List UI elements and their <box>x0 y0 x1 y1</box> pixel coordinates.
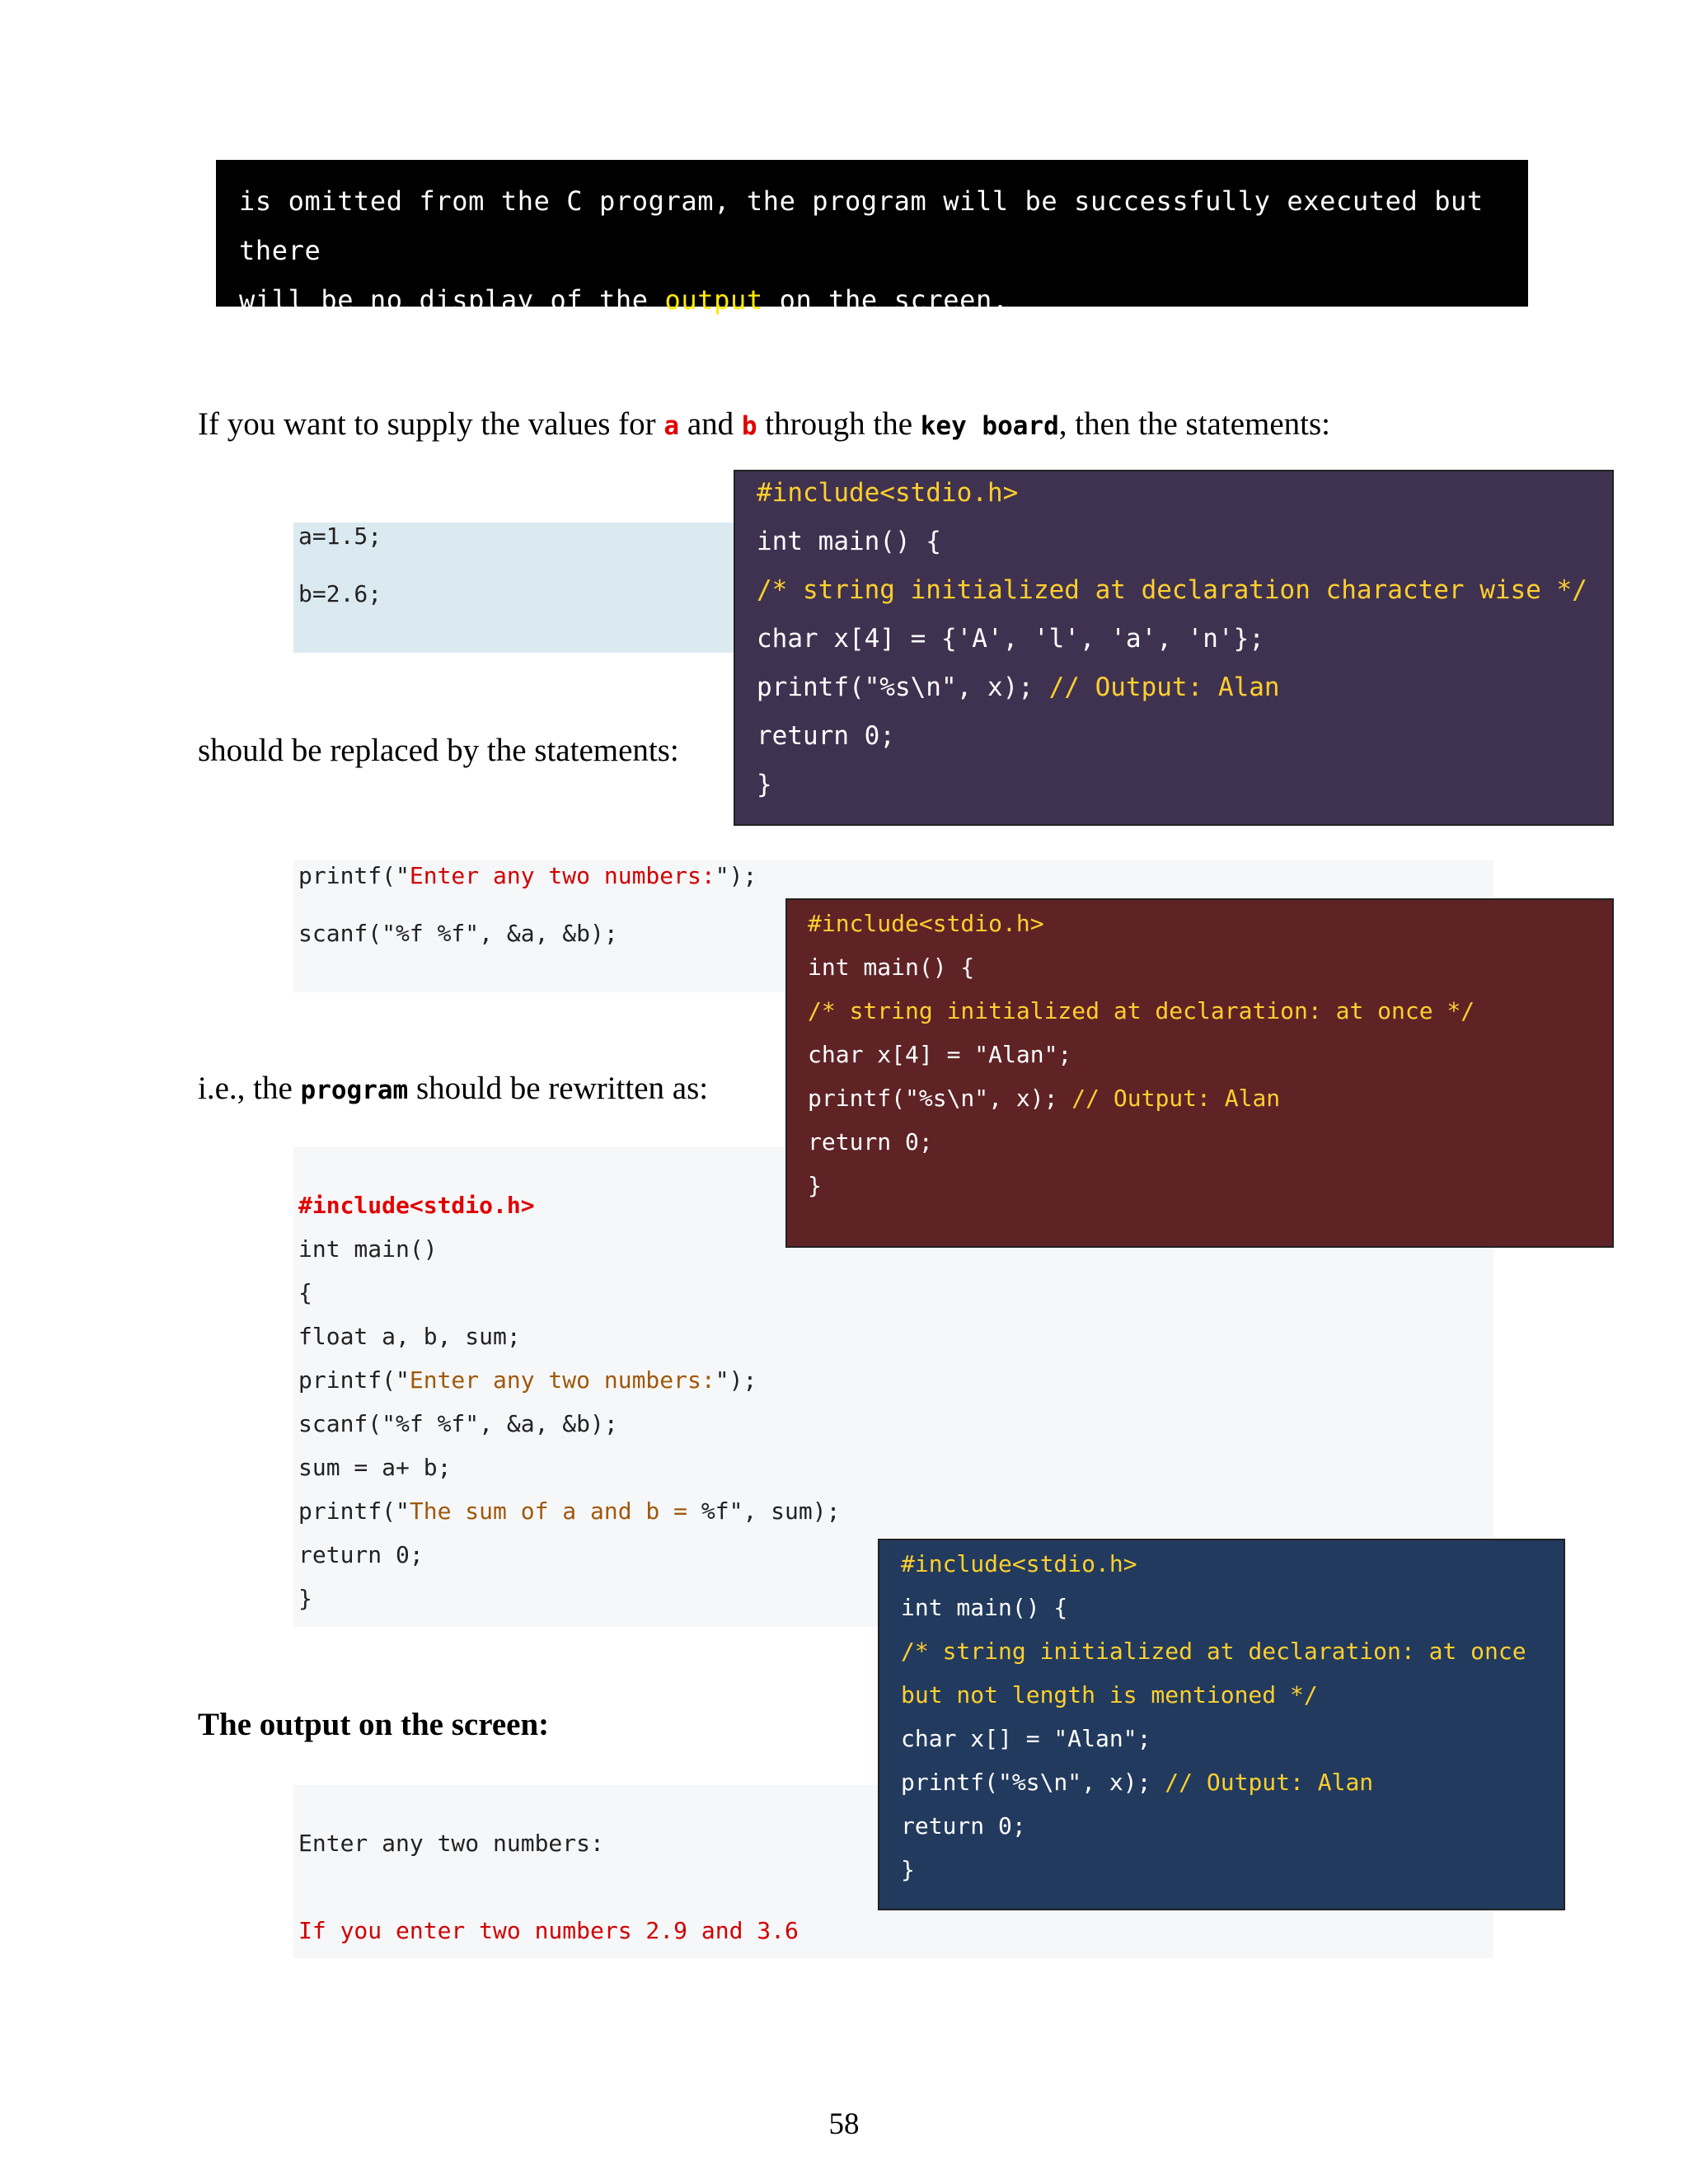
intro-text-4: , then the statements: <box>1058 406 1331 442</box>
navy-line-8: } <box>901 1856 915 1883</box>
purple-line-1: #include<stdio.h> <box>757 478 1019 508</box>
intro-text-3: through the <box>757 406 921 442</box>
purple-line-2: int main() { <box>757 527 941 556</box>
maroon-line-5-code: printf("%s\n", x); <box>808 1085 1072 1112</box>
purple-line-3: /* string initialized at declaration character wise */ <box>757 575 1587 605</box>
maroon-line-4: char x[4] = "Alan"; <box>808 1041 1072 1068</box>
maroon-line-5-comment: // Output: Alan <box>1071 1085 1281 1112</box>
maroon-line-7: } <box>808 1172 822 1199</box>
output-line-1: Enter any two numbers: <box>298 1830 604 1857</box>
note-line-2-after: on the screen. <box>762 284 1009 316</box>
navy-line-2: int main() { <box>901 1594 1068 1621</box>
purple-line-5-comment: // Output: Alan <box>1048 673 1280 702</box>
assignment-b: b=2.6; <box>298 580 382 607</box>
purple-line-4: char x[4] = {'A', 'l', 'a', 'n'}; <box>757 624 1264 654</box>
purple-line-5 <box>757 673 1280 702</box>
navy-line-3: /* string initialized at declaration: at once <box>901 1638 1526 1665</box>
program-line-8-pre: printf(" <box>298 1497 410 1525</box>
purple-line-5-code: printf("%s\n", x); <box>757 673 1049 702</box>
intro-paragraph <box>198 405 1330 445</box>
note-line-1: is omitted from the C program, the program will be successfully executed but there <box>239 185 1484 266</box>
overlay-code-char-wise <box>734 470 1614 826</box>
assignment-a: a=1.5; <box>298 523 382 550</box>
overlay-code-at-once <box>785 898 1614 1248</box>
output-line-2: If you enter two numbers 2.9 and 3.6 <box>298 1917 799 1944</box>
rewrite-text-1: i.e., the <box>198 1071 301 1106</box>
purple-line-7: } <box>757 770 772 799</box>
maroon-line-3: /* string initialized at declaration: at once */ <box>808 997 1475 1024</box>
note-output-highlight: output <box>664 284 763 316</box>
program-line-10: } <box>298 1585 312 1612</box>
program-line-9: return 0; <box>298 1541 424 1568</box>
navy-line-6 <box>901 1769 1373 1796</box>
note-line-2-before: will be no display of the <box>239 284 665 316</box>
navy-line-6-comment: // Output: Alan <box>1165 1769 1374 1796</box>
navy-line-6-code: printf("%s\n", x); <box>901 1769 1165 1796</box>
overlay-code-no-length <box>878 1539 1565 1910</box>
program-line-8-string: The sum of a and b = <box>409 1497 701 1525</box>
intro-keyboard: key board <box>920 411 1059 441</box>
note-box <box>216 160 1528 316</box>
intro-text-2: and <box>679 406 742 442</box>
rewrite-paragraph <box>198 1070 708 1109</box>
program-line-7: sum = a+ b; <box>298 1454 452 1481</box>
maroon-line-1: #include<stdio.h> <box>808 910 1044 937</box>
program-line-5-string: Enter any two numbers: <box>409 1366 715 1394</box>
maroon-line-2: int main() { <box>808 954 975 981</box>
replacement-line-2: scanf("%f %f", &a, &b); <box>298 920 618 947</box>
page-number: 58 <box>828 2107 860 2141</box>
maroon-line-5 <box>808 1085 1280 1112</box>
navy-line-4: but not length is mentioned */ <box>901 1681 1318 1708</box>
rewrite-text-2: should be rewritten as: <box>408 1071 709 1106</box>
intro-text-1: If you want to supply the values for <box>198 406 664 442</box>
program-line-3: { <box>298 1279 312 1306</box>
intro-var-b: b <box>741 411 757 441</box>
program-line-5-pre: printf(" <box>298 1366 410 1394</box>
purple-line-6: return 0; <box>757 721 895 751</box>
navy-line-5: char x[] = "Alan"; <box>901 1725 1151 1752</box>
program-line-5-post: "); <box>715 1366 757 1394</box>
replacement-line-1-post: "); <box>715 862 757 889</box>
program-line-6: scanf("%f %f", &a, &b); <box>298 1410 618 1437</box>
maroon-line-6: return 0; <box>808 1128 933 1155</box>
navy-line-7: return 0; <box>901 1812 1026 1840</box>
program-line-4: float a, b, sum; <box>298 1323 521 1350</box>
program-line-5 <box>298 1366 757 1394</box>
program-line-8-post: %f", sum); <box>701 1497 841 1525</box>
program-include: #include<stdio.h> <box>298 1192 535 1219</box>
program-line-8 <box>298 1497 840 1525</box>
replacement-line-1-string: Enter any two numbers: <box>409 862 715 889</box>
program-line-2: int main() <box>298 1235 438 1263</box>
replaced-text: should be replaced by the statements: <box>198 733 679 768</box>
rewrite-keyword: program <box>300 1076 409 1105</box>
navy-line-1: #include<stdio.h> <box>901 1550 1137 1577</box>
replacement-line-1 <box>298 862 757 889</box>
intro-var-a: a <box>663 411 680 441</box>
replacement-line-1-pre: printf(" <box>298 862 410 889</box>
note-line-2 <box>239 275 1505 325</box>
output-heading: The output on the screen: <box>198 1707 550 1742</box>
assignment-code-block <box>293 523 738 653</box>
